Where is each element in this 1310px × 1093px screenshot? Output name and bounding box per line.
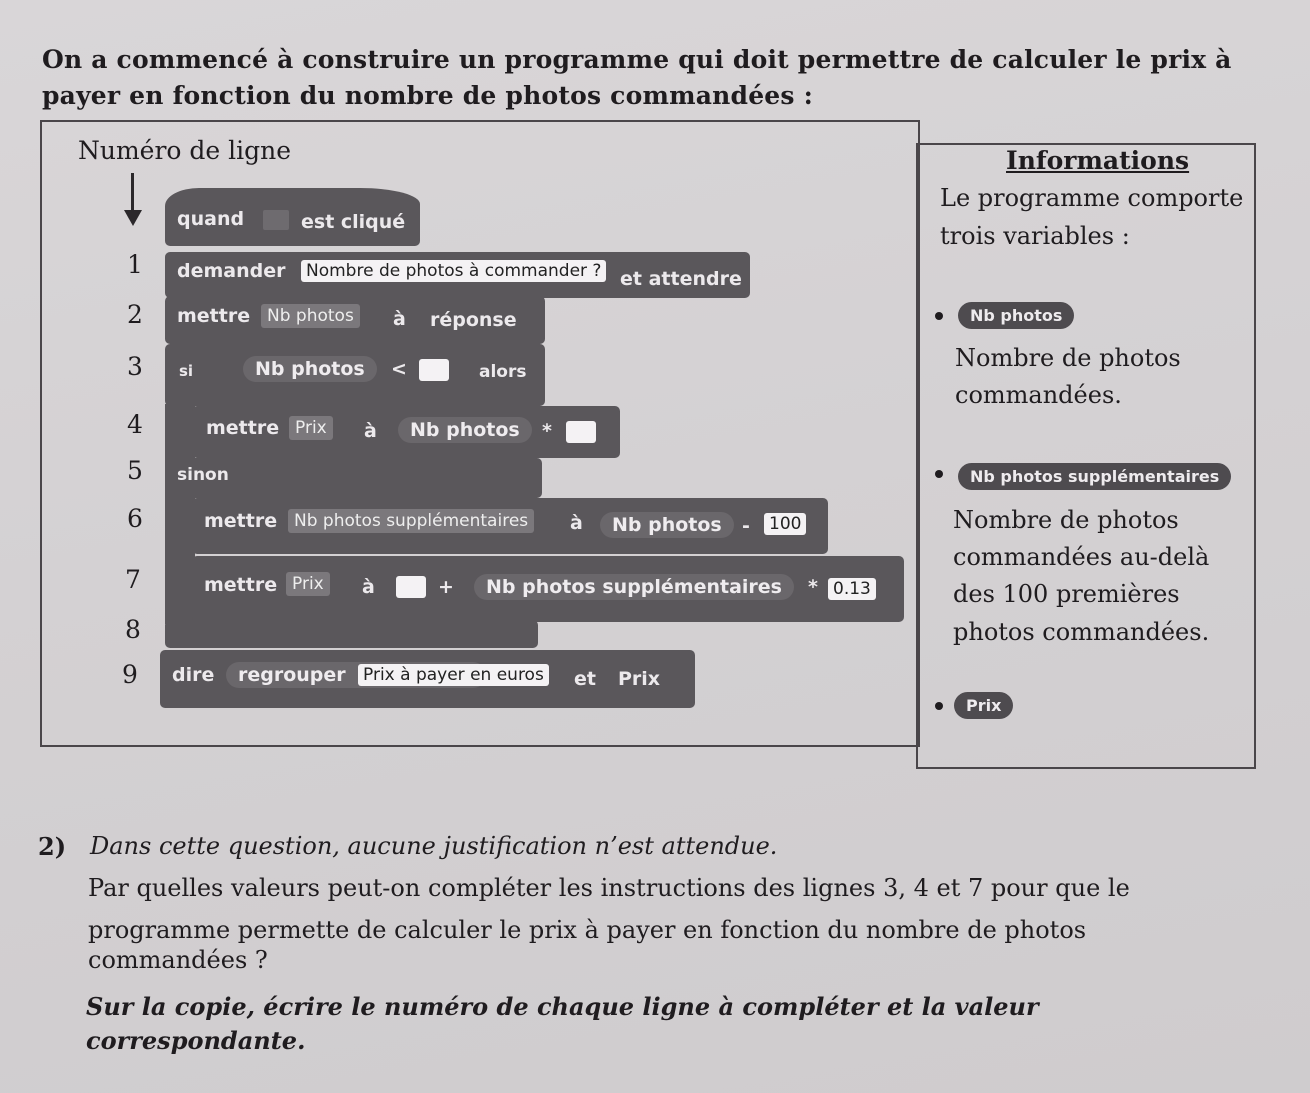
set-prix-sinon-block[interactable] bbox=[192, 556, 904, 622]
var-dropdown-prix[interactable]: Prix bbox=[289, 416, 333, 440]
set-nbphotos-block[interactable] bbox=[165, 296, 545, 344]
if-else-bottom bbox=[165, 620, 538, 648]
et-attendre-label: et attendre bbox=[620, 268, 742, 290]
addition-slot-empty[interactable] bbox=[396, 576, 426, 598]
est-clique-label: est cliqué bbox=[301, 211, 406, 233]
var-desc-supp-1: Nombre de photos bbox=[953, 506, 1179, 534]
informations-title: Informations bbox=[1006, 146, 1190, 175]
et-label: et bbox=[574, 668, 596, 690]
nbphotos-supp-reporter[interactable]: Nb photos supplémentaires bbox=[474, 574, 794, 600]
question-line-3: programme permette de calculer le prix à payer en fonction du nombre de photos bbox=[88, 916, 1087, 944]
question-line-6: correspondante. bbox=[86, 1026, 306, 1055]
lt-operator: < bbox=[391, 358, 407, 380]
line-number-2: 2 bbox=[127, 300, 143, 329]
var-desc-supp-3: des 100 premières bbox=[953, 580, 1180, 608]
dire-label: dire bbox=[172, 664, 215, 686]
line-number-7: 7 bbox=[125, 565, 141, 594]
mettre-label: mettre bbox=[204, 574, 278, 596]
line-number-8: 8 bbox=[125, 615, 141, 644]
mettre-label: mettre bbox=[177, 305, 251, 327]
mettre-label: mettre bbox=[204, 510, 278, 532]
line-number-6: 6 bbox=[127, 504, 143, 533]
question-line-4: commandées ? bbox=[88, 946, 268, 974]
question-input[interactable]: Nombre de photos à commander ? bbox=[301, 260, 606, 282]
demander-label: demander bbox=[177, 260, 286, 282]
line-number-4: 4 bbox=[127, 410, 143, 439]
multiply-operator: * bbox=[808, 576, 818, 598]
quand-label: quand bbox=[177, 208, 245, 230]
line-number-9: 9 bbox=[122, 660, 138, 689]
info-intro-1: Le programme comporte bbox=[940, 184, 1244, 212]
multiply-operator: * bbox=[542, 420, 552, 442]
when-flag-clicked-block[interactable] bbox=[165, 188, 420, 246]
regrouper-label: regrouper bbox=[238, 664, 346, 686]
question-line-2: Par quelles valeurs peut-on compléter les instructions des lignes 3, 4 et 7 pour que le bbox=[88, 874, 1130, 902]
bullet-icon bbox=[935, 702, 943, 710]
if-block[interactable] bbox=[165, 344, 545, 406]
intro-text: On a commencé à construire un programme qui doit permettre de calculer le prix à payer en fonction du nombre de photos commandées : bbox=[42, 45, 1232, 110]
var-badge-prix: Prix bbox=[954, 692, 1013, 719]
a-label: à bbox=[364, 420, 377, 442]
nbphotos-reporter[interactable]: Nb photos bbox=[600, 512, 734, 538]
set-prix-block[interactable] bbox=[192, 406, 620, 458]
alors-label: alors bbox=[479, 362, 527, 382]
info-intro-2: trois variables : bbox=[940, 222, 1130, 250]
var-desc-nbphotos-2: commandées. bbox=[955, 381, 1122, 409]
say-block[interactable] bbox=[160, 650, 695, 708]
if-else-arm bbox=[165, 404, 195, 624]
mettre-label: mettre bbox=[206, 417, 280, 439]
nbphotos-reporter[interactable]: Nb photos bbox=[398, 417, 532, 443]
line-number-header: Numéro de ligne bbox=[78, 136, 292, 165]
question-line-1: Dans cette question, aucune justification n’est attendue. bbox=[90, 832, 778, 860]
down-arrow-icon bbox=[131, 173, 134, 215]
down-arrow-head-icon bbox=[124, 210, 142, 226]
a-label: à bbox=[393, 308, 406, 330]
line-number-1: 1 bbox=[127, 250, 143, 279]
var-desc-supp-4: photos commandées. bbox=[953, 618, 1210, 646]
nbphotos-reporter[interactable]: Nb photos bbox=[243, 356, 377, 382]
a-label: à bbox=[362, 576, 375, 598]
a-label: à bbox=[570, 512, 583, 534]
sinon-label: sinon bbox=[177, 465, 229, 485]
si-label: si bbox=[179, 362, 194, 380]
question-line-5: Sur la copie, écrire le numéro de chaque ligne à compléter et la valeur bbox=[86, 992, 1039, 1021]
var-dropdown-nbphotos-supp[interactable]: Nb photos supplémentaires bbox=[288, 509, 534, 533]
var-desc-nbphotos-1: Nombre de photos bbox=[955, 344, 1181, 372]
line-number-5: 5 bbox=[127, 456, 143, 485]
else-label-bar bbox=[165, 458, 542, 498]
minus-operator: - bbox=[742, 515, 750, 537]
var-dropdown-nbphotos[interactable]: Nb photos bbox=[261, 304, 360, 328]
join-text-input[interactable]: Prix à payer en euros bbox=[358, 664, 549, 686]
var-badge-nbphotos-supp: Nb photos supplémentaires bbox=[958, 463, 1231, 490]
ask-block[interactable] bbox=[165, 252, 750, 298]
bullet-icon bbox=[935, 312, 943, 320]
multiply-slot-empty[interactable] bbox=[566, 421, 596, 443]
var-dropdown-prix[interactable]: Prix bbox=[286, 572, 330, 596]
value-100[interactable]: 100 bbox=[764, 513, 806, 535]
set-nbphotos-supp-block[interactable] bbox=[192, 498, 828, 554]
prix-reporter[interactable]: Prix bbox=[618, 668, 661, 690]
var-badge-nbphotos: Nb photos bbox=[958, 302, 1074, 329]
question-number: 2) bbox=[38, 832, 67, 861]
green-flag-icon bbox=[263, 210, 289, 230]
plus-operator: + bbox=[438, 576, 454, 598]
var-desc-supp-2: commandées au-delà bbox=[953, 543, 1210, 571]
value-0-13[interactable]: 0.13 bbox=[828, 578, 876, 600]
line-number-3: 3 bbox=[127, 352, 143, 381]
comparison-slot-empty[interactable] bbox=[419, 359, 449, 381]
bullet-icon bbox=[935, 470, 943, 478]
reponse-reporter[interactable]: réponse bbox=[430, 309, 517, 331]
